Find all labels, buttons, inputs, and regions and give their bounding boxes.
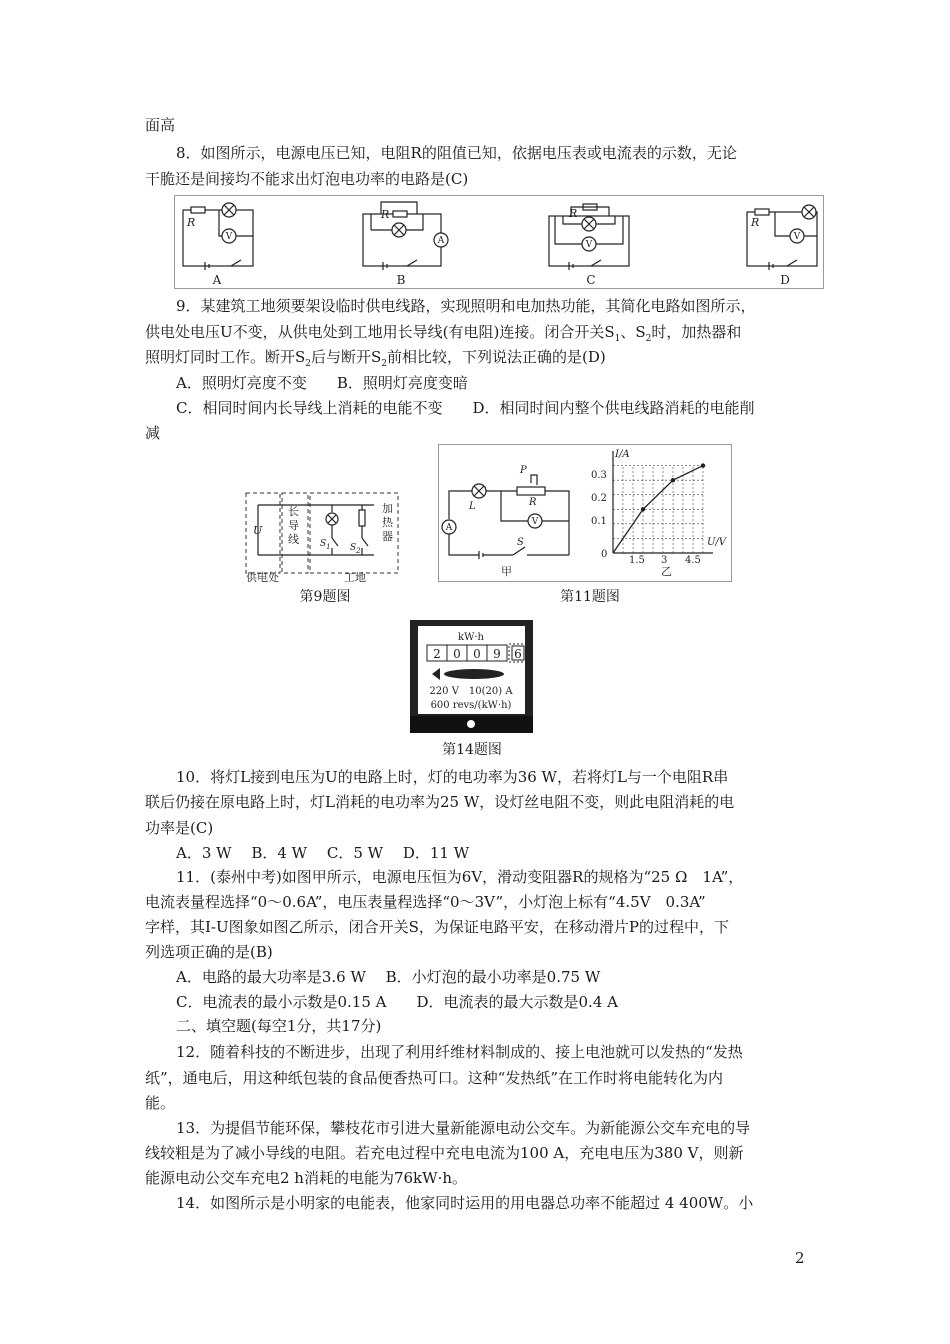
text-span: 供电处电压U不变，从供电处到工地用长导线(有电阻)连接。闭合开关S: [145, 323, 615, 341]
diagram-jia-label: 甲: [501, 565, 512, 578]
question-9-options-ab: A．照明灯亮度不变 B．照明灯亮度变暗: [176, 374, 468, 392]
question-12-line-1: 12．随着科技的不断进步，出现了利用纤维材料制成的、接上电池就可以发热的“发热: [176, 1043, 743, 1061]
question-11-line-2: 电流表量程选择“0～0.6A”，电压表量程选择“0～3V”，小灯泡上标有“4.5V 0.3A”: [145, 893, 706, 911]
meter-digit: 0: [453, 647, 461, 661]
question-11-line-1: 11．(泰州中考)如图甲所示，电源电压恒为6V，滑动变阻器R的规格为“25 Ω 1A”，: [176, 868, 744, 886]
data-point: [641, 507, 645, 511]
switch-label: S: [517, 537, 524, 548]
option-label-a: A: [212, 273, 222, 287]
text-span: 时，加热器和: [651, 323, 742, 341]
data-point: [701, 463, 705, 467]
meter-digit: 2: [433, 647, 441, 661]
question-12-line-3: 能。: [145, 1094, 176, 1112]
meter-rating: 220 V 10(20) A: [429, 686, 513, 697]
figure-11-caption: 第11题图: [560, 589, 620, 605]
voltmeter-label: V: [793, 232, 801, 242]
chart-grid: [613, 466, 703, 553]
question-8-line-2: 干脆还是间接均不能求出灯泡电功率的电路是(C): [145, 170, 469, 188]
figure-9-circuit: [244, 490, 402, 582]
x-tick-label: 3: [661, 555, 668, 566]
text-span: 前相比较，下列说法正确的是(D): [387, 348, 606, 366]
question-9-line-3: [145, 347, 606, 374]
resistor-label: R: [529, 497, 537, 508]
question-10-options: A．3 W B．4 W C．5 W D．11 W: [176, 844, 470, 862]
supply-voltage-label: U: [253, 524, 263, 537]
voltmeter-label: V: [531, 517, 539, 527]
question-9-line-2: [145, 322, 741, 349]
supply-label: 供电处: [246, 571, 279, 582]
figure-8: [174, 195, 824, 289]
wire-label: 线: [288, 533, 299, 546]
meter-unit: kW·h: [458, 632, 484, 643]
question-13-line-2: 线较粗是为了减小导线的电阻。若充电过程中充电电流为100 A，充电电压为380 V，则新: [145, 1144, 744, 1162]
chart-yi-label: 乙: [661, 565, 672, 578]
fig8-resistor-label: R: [569, 207, 578, 220]
subscript: 1: [614, 334, 621, 344]
option-label-d: D: [780, 273, 790, 287]
meter-disc: [444, 669, 504, 679]
voltmeter-label: V: [585, 240, 593, 250]
x-axis-label: U/V: [707, 537, 727, 548]
heater-label: 加: [382, 502, 393, 515]
figure-9-caption: 第9题图: [299, 589, 351, 605]
figure-14-caption: 第14题图: [442, 742, 502, 758]
question-12-line-2: 纸”，通电后，用这种纸包装的食品便香热可口。这种“发热纸”在工作时将电能转化为内: [145, 1069, 724, 1087]
switch-2-letter: S: [350, 543, 357, 553]
section-heading: 二、填空题(每空1分，共17分): [176, 1017, 382, 1035]
text-span: 、S: [620, 323, 646, 341]
question-11-line-3: 字样，其I-U图象如图乙所示，闭合开关S，为保证电路平安，在移动滑片P的过程中，下: [145, 918, 730, 936]
page-number: 2: [795, 1249, 805, 1267]
question-10-line-3: 功率是(C): [145, 819, 214, 837]
subscript: 2: [356, 547, 361, 555]
iu-chart: [591, 449, 728, 566]
ammeter-label: A: [445, 523, 453, 533]
figure-11: [438, 444, 732, 582]
question-14-line-1: 14．如图所示是小明家的电能表，他家同时运用的用电器总功率不能超过 4 400W。小: [176, 1194, 754, 1212]
meter-decimal-digit: 6: [514, 647, 522, 661]
figure-8-circuits: [175, 196, 823, 288]
ammeter-label: A: [437, 236, 445, 246]
text-line: 减: [145, 424, 161, 442]
site-label: 工地: [344, 571, 366, 582]
subscript: 1: [326, 543, 331, 551]
figure-14: [410, 620, 533, 733]
fig8-resistor-label: R: [187, 216, 196, 229]
question-11-options-ab: A．电路的最大功率是3.6 W B．小灯泡的最小功率是0.75 W: [176, 968, 601, 986]
wire-label: 导: [288, 519, 299, 532]
figure-9: [244, 490, 402, 582]
question-9-options-cd: C．相同时间内长导线上消耗的电能不变 D．相同时间内整个供电线路消耗的电能削: [176, 399, 755, 417]
text-span: 照明灯同时工作。断开S: [145, 348, 306, 366]
subscript: 2: [645, 334, 652, 344]
y-axis-label: I/A: [615, 449, 630, 460]
question-10-line-1: 10．将灯L接到电压为U的电路上时，灯的电功率为36 W，若将灯L与一个电阻R串: [176, 768, 729, 786]
x-tick-label: 4.5: [685, 555, 701, 566]
question-8-line-1: 8．如图所示，电源电压已知，电阻R的阻值已知，依据电压表或电流表的示数，无论: [176, 144, 737, 162]
question-9-line-1: 9．某建筑工地须要架设临时供电线路，实现照明和电加热功能，其简化电路如图所示，: [176, 297, 756, 315]
heater-label: 热: [382, 516, 393, 529]
electric-meter: [410, 620, 533, 733]
y-tick-label: 0.3: [591, 470, 607, 481]
option-label-c: C: [586, 273, 596, 287]
heater-label: 器: [382, 530, 393, 543]
switch-2-label: [350, 543, 361, 555]
switch-1-letter: S: [320, 539, 327, 549]
fig8-resistor-label: R: [751, 216, 760, 229]
x-tick-label: 1.5: [629, 555, 645, 566]
text-span: 后与断开S: [311, 348, 382, 366]
wire-label: 长: [288, 505, 299, 518]
slider-label: P: [520, 465, 527, 476]
fig8-resistor-label: R: [381, 208, 390, 221]
question-10-line-2: 联后仍接在原电路上时，灯L消耗的电功率为25 W，设灯丝电阻不变，则此电阻消耗的电: [145, 793, 735, 811]
lamp-label: L: [469, 501, 476, 512]
data-point: [671, 478, 675, 482]
question-13-line-3: 能源电动公交车充电2 h消耗的电能为76kW·h。: [145, 1169, 467, 1187]
figure-11-circuit: [439, 445, 731, 581]
y-tick-label: 0.1: [591, 516, 607, 527]
subscript: 2: [305, 359, 312, 369]
option-label-b: B: [396, 273, 406, 287]
question-11-line-4: 列选项正确的是(B): [145, 943, 273, 961]
text-line: 面高: [145, 116, 176, 134]
voltmeter-label: V: [225, 232, 233, 242]
switch-1-label: [320, 539, 331, 551]
meter-digit: 0: [473, 647, 481, 661]
y-tick-label: 0.2: [591, 493, 607, 504]
chart-origin-label: 0: [601, 549, 608, 560]
question-13-line-1: 13．为提倡节能环保，攀枝花市引进大量新能源电动公交车。为新能源公交车充电的导: [176, 1119, 751, 1137]
question-11-options-cd: C．电流表的最小示数是0.15 A D．电流表的最大示数是0.4 A: [176, 993, 618, 1011]
subscript: 2: [381, 359, 388, 369]
meter-revs: 600 revs/(kW·h): [430, 700, 512, 711]
meter-digit: 9: [493, 647, 501, 661]
